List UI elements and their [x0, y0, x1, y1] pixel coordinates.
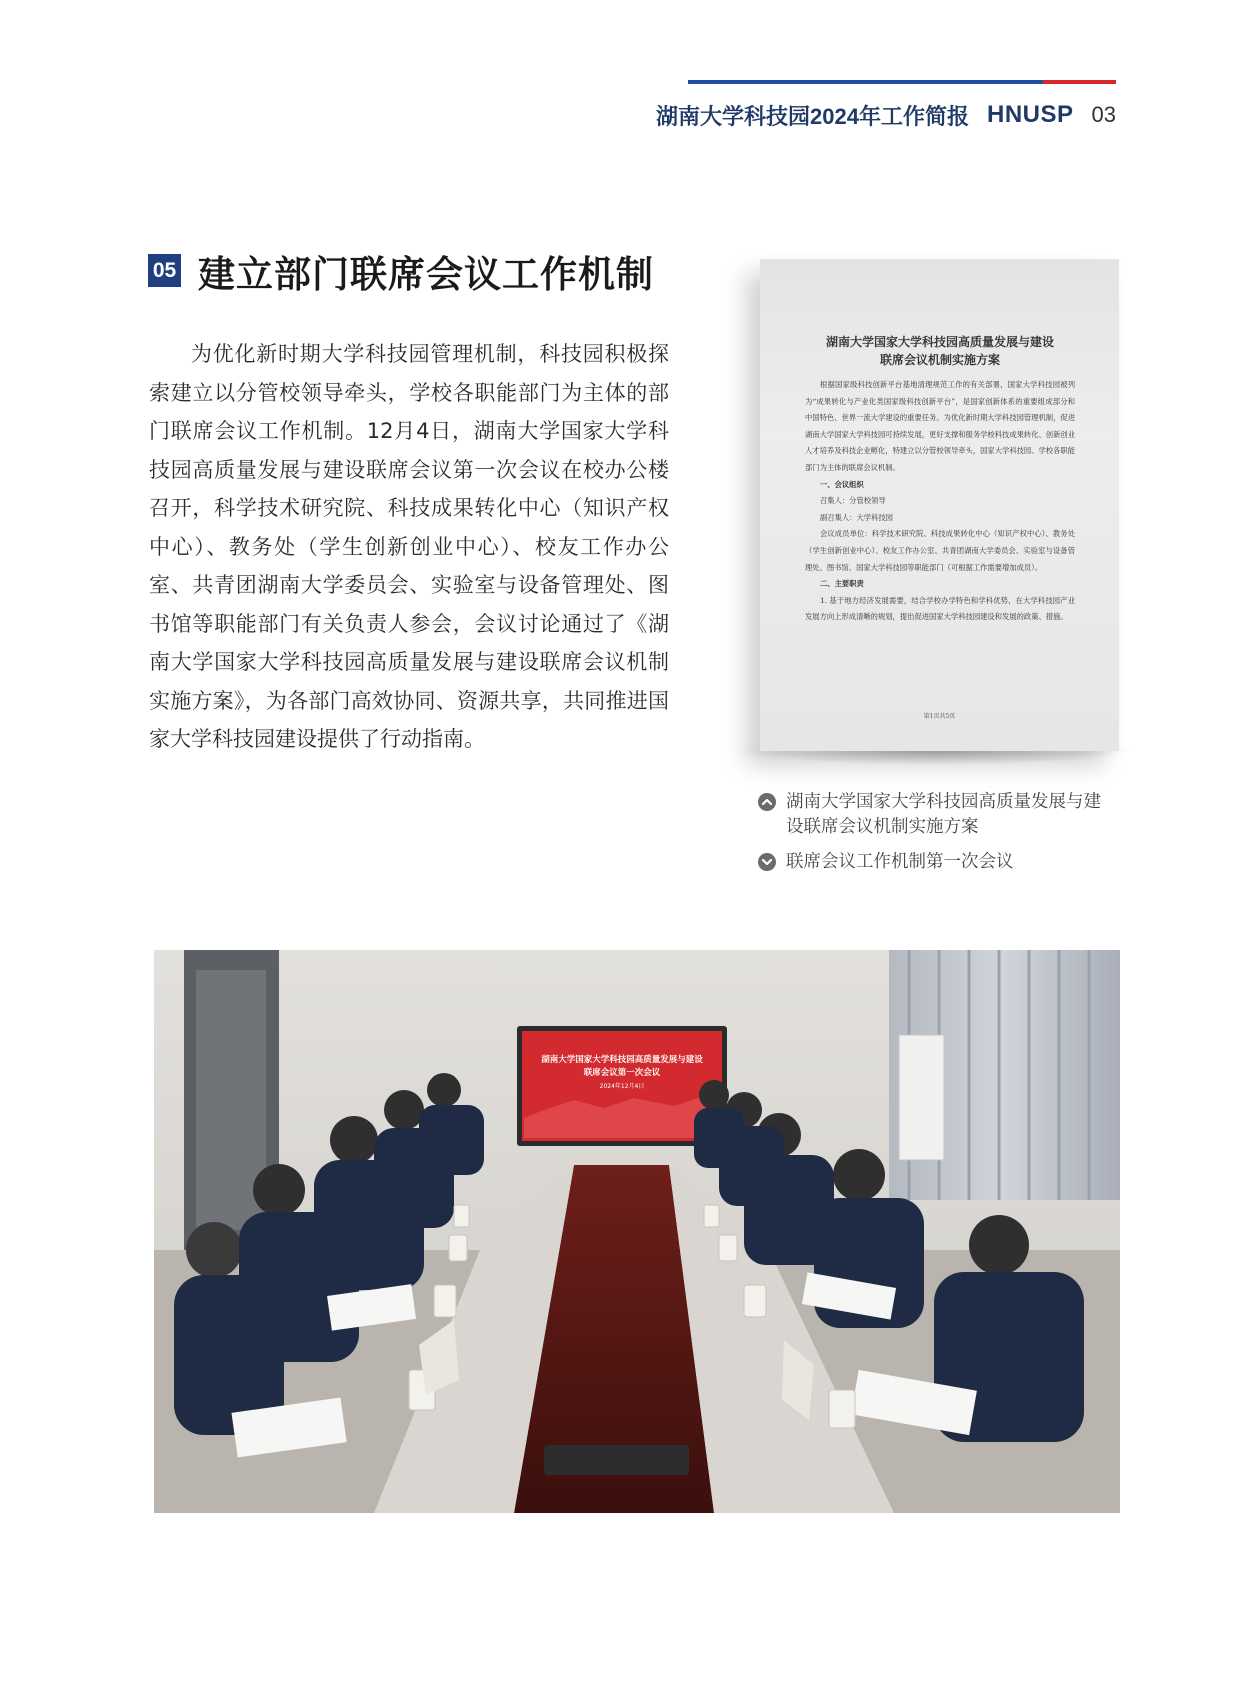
document-title: [790, 333, 1090, 369]
section-title: 建立部门联席会议工作机制: [198, 253, 654, 296]
document-title-line: 联席会议机制实施方案: [879, 353, 1000, 367]
header-rule-blue: [688, 80, 1043, 84]
document-image: [760, 259, 1119, 751]
meeting-photo: [154, 950, 1120, 1513]
document-page-footer: 第1页共5页: [923, 713, 956, 720]
chevron-down-icon: [758, 853, 776, 871]
caption-text: 湖南大学国家大学科技园高质量发展与建设联席会议机制实施方案: [786, 792, 1101, 837]
document-intro: 根据国家级科技创新平台基地清理规范工作的有关部署，国家大学科技园被列为“成果转化与产业化类国家级科技创新平台”，是国家创新体系的重要组成部分和中国特色、世界一流大学建设的重要任务。为优化新时期大学科技园管理机制，促进湖南大学国家大学科技园可持续发展，更好支撑和服务学校科技成果转化、创新创业人才培养及科技企业孵化，特建立以分管校领导牵头，国家大学科技园、学校各职能部门为主体的联席会议机制。: [805, 380, 1075, 472]
caption-document: [758, 790, 1118, 840]
page-number: 03: [1091, 102, 1116, 127]
document-line: 副召集人：大学科技园: [820, 512, 893, 522]
header-title: 湖南大学科技园2024年工作简报: [656, 103, 969, 129]
section-number-badge: 05: [148, 254, 181, 287]
screen-date: 2024年12月4日: [599, 1083, 645, 1090]
screen-title-line: 联席会议第一次会议: [583, 1068, 661, 1078]
document-title-line: 湖南大学国家大学科技园高质量发展与建设: [825, 335, 1054, 349]
document-heading: 二、主要职责: [820, 579, 864, 589]
caption-photo: [758, 850, 1118, 875]
header-brand: HNUSP: [987, 101, 1074, 128]
document-line: 召集人：分管校领导: [820, 496, 886, 506]
caption-text: 联席会议工作机制第一次会议: [786, 852, 1014, 872]
chevron-up-icon: [758, 793, 776, 811]
screen-title-line: 湖南大学国家大学科技园高质量发展与建设: [541, 1055, 703, 1065]
document-heading: 一、会议组织: [820, 479, 864, 489]
document-line: 会议成员单位：科学技术研究院、科技成果转化中心（知识产权中心）、教务处（学生创新创业中心）、校友工作办公室、共青团湖南大学委员会、实验室与设备管理处、图书馆、国家大学科技园等职能部门（可根据工作需要增加成员）。: [805, 529, 1075, 572]
document-line: 1. 基于地方经济发展需要，结合学校办学特色和学科优势，在大学科技园产业发展方向上形成清晰的规划，提出促进国家大学科技园建设和发展的政策、措施。: [805, 595, 1075, 622]
header-rule-red: [1043, 80, 1116, 84]
document-body: [805, 377, 1075, 626]
body-paragraph: 为优化新时期大学科技园管理机制，科技园积极探索建立以分管校领导牵头，学校各职能部门为主体的部门联席会议工作机制。12月4日，湖南大学国家大学科技园高质量发展与建设联席会议第一次会议在校办公楼召开，科学技术研究院、科技成果转化中心（知识产权中心）、教务处（学生创新创业中心）、校友工作办公室、共青团湖南大学委员会、实验室与设备管理处、图书馆等职能部门有关负责人参会，会议讨论通过了《湖南大学国家大学科技园高质量发展与建设联席会议机制实施方案》，为各部门高效协同、资源共享，共同推进国家大学科技园建设提供了行动指南。: [149, 342, 669, 751]
running-header: [656, 98, 1116, 132]
